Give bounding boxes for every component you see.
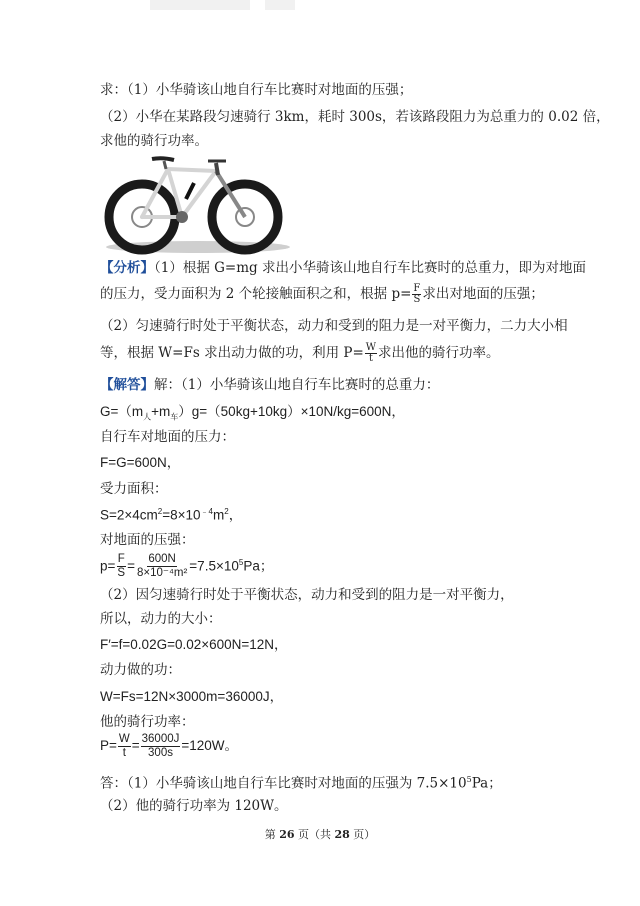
page-footer: 第 26 页（共 28 页） — [264, 828, 376, 841]
answer-line2: （2）他的骑行功率为 120W。 — [100, 798, 288, 814]
solution-line3: 自行车对地面的压力： — [100, 429, 235, 445]
pressure-calc-fraction1: $\frac{F}{S}$ — [117, 553, 126, 580]
header-remnant-2 — [265, 0, 295, 10]
analysis-tag: 【分析】 — [100, 260, 154, 276]
page-total: 28 — [334, 828, 350, 841]
pressure-calc-fraction2: $\frac{600N}{\text{8×10⁻⁴m²}}$ — [136, 553, 188, 580]
analysis-line1: 【分析】（1）根据 G=mg 求出小华骑该山地自行车比赛时的总重力，即为对地面 — [100, 260, 586, 276]
analysis-line3: （2）匀速骑行时处于平衡状态，动力和受到的阻力是一对平衡力，二力大小相 — [100, 318, 568, 334]
solution-line7: 对地面的压强： — [100, 532, 195, 548]
solution-line5: 受力面积： — [100, 481, 168, 497]
solution-line2: $G=(m_人+m_车)g=(50kg+10kg)\times 10N/kg=600N$， — [100, 404, 405, 422]
analysis-line2: 的压力，受力面积为 2 个轮接触面积之和，根据 p= $\frac{F}{S}$ 求出对地面的压强； — [100, 283, 544, 305]
solution-line8: p= $\frac{F}{S}$ = $\frac{600N}{\text{8×10⁻⁴m²}}$ $=7.5\times 10^5Pa$； — [100, 553, 274, 580]
header-remnant-1 — [150, 0, 250, 10]
answer-line1: 答：（1）小华骑该山地自行车比赛时对地面的压强为 $7.5\times 10^5Pa$； — [100, 775, 502, 792]
power-calc-fraction2: $\frac{36000J}{300s}$ — [141, 733, 180, 759]
analysis-line4: 等，根据 W=Fs 求出动力做的功，利用 P= $\frac{W}{t}$ 求出他的骑行功率。 — [100, 342, 500, 364]
question-part2-line2: 求他的骑行功率。 — [100, 133, 208, 149]
solution-line6: $S=2\times 4cm^2=8\times 10^{﹣4}m^2$， — [100, 507, 243, 523]
solution-line11: F′=f=0.02G=0.02×600N=12N， — [100, 637, 288, 652]
question-part1: 求：（1）小华骑该山地自行车比赛时对地面的压强； — [100, 82, 413, 98]
solution-tag: 【解答】 — [100, 377, 154, 393]
question-part2-line1: （2）小华在某路段匀速骑行 3km，耗时 300s，若该路段阻力为总重力的 0.02 倍， — [100, 109, 610, 125]
solution-line13: W=Fs=12N×3000m=36000J， — [100, 689, 284, 704]
bicycle-image — [100, 155, 290, 255]
solution-line4: F=G=600N， — [100, 455, 181, 470]
page-number: 26 — [279, 828, 295, 841]
power-fraction: $\frac{W}{t}$ — [365, 342, 377, 364]
solution-line1: 【解答】解：（1）小华骑该山地自行车比赛时的总重力： — [100, 377, 440, 393]
solution-line9: （2）因匀速骑行时处于平衡状态，动力和受到的阻力是一对平衡力， — [100, 587, 514, 603]
power-calc-fraction1: $\frac{W}{t}$ — [118, 733, 130, 759]
solution-line10: 所以，动力的大小： — [100, 611, 222, 627]
solution-line12: 动力做的功： — [100, 662, 181, 678]
solution-line14: 他的骑行功率： — [100, 714, 195, 730]
solution-line15: P= $\frac{W}{t}$ = $\frac{36000J}{300s}$ =120W。 — [100, 733, 239, 759]
pressure-fraction: $\frac{F}{S}$ — [413, 283, 421, 305]
